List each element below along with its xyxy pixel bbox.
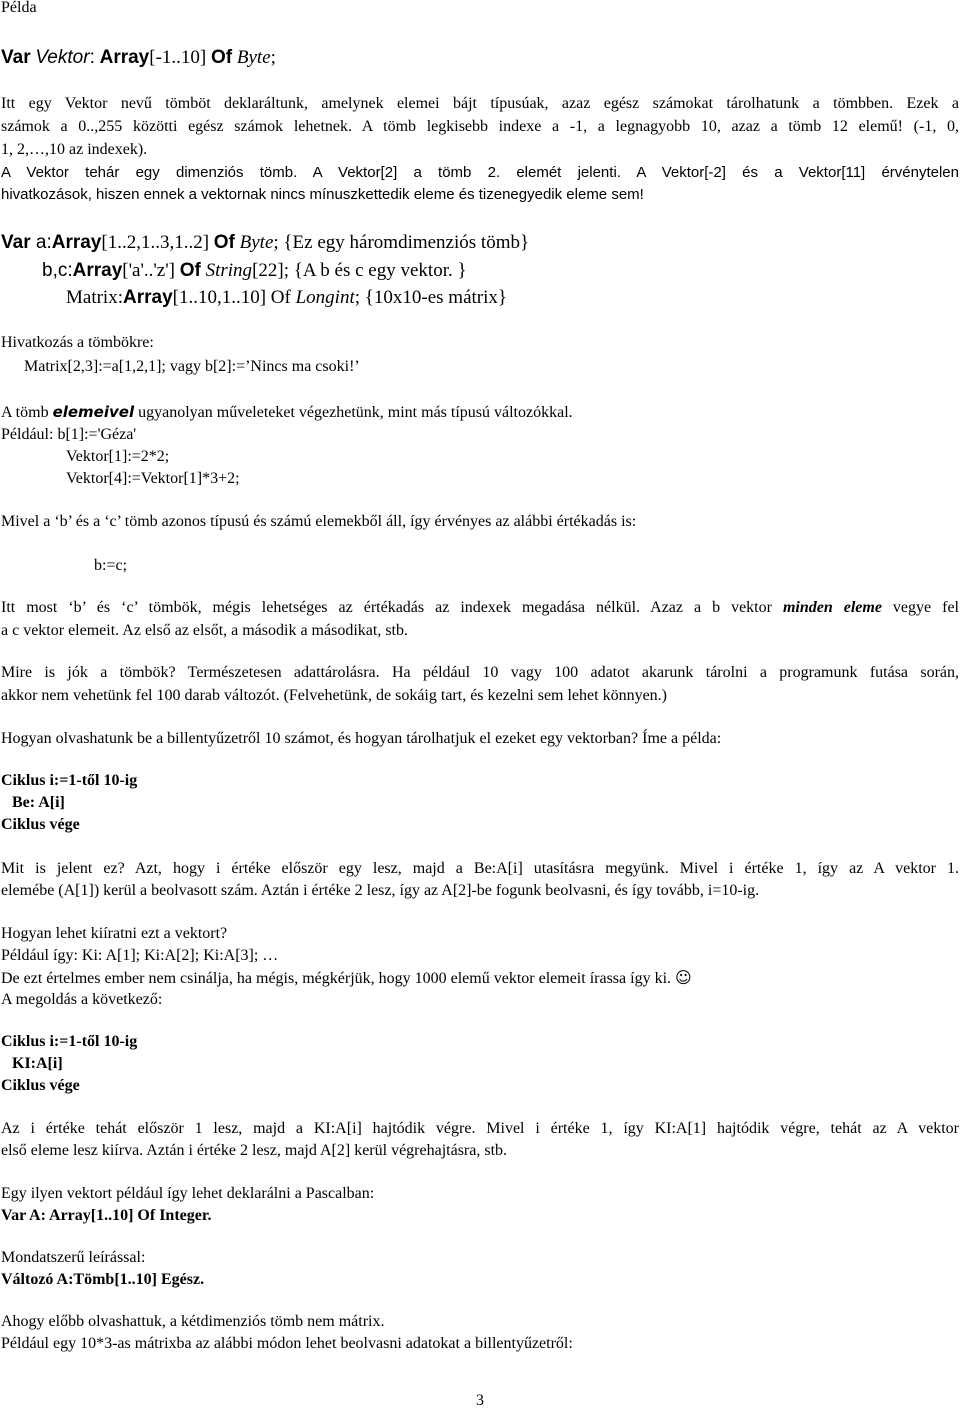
read-code-line-3: Ciklus vége	[1, 816, 80, 833]
para1-line-1: Itt egy Vektor nevű tömböt deklaráltunk, amelynek elemei bájt típusúak, azaz egész számokat tárolhatunk a tömbben. Ezek a	[1, 95, 959, 112]
print-code-line-3: Ciklus vége	[1, 1077, 80, 1094]
read-explain-line-2: elemébe (A[1]) kerül a beolvasott szám. Aztán i értéke 2 lesz, így az A[2]-be fogunk beolvasni, és így tovább, i=10-ig.	[1, 882, 760, 899]
print-explain-line-1: Az i értéke tehát először 1 lesz, majd a KI:A[i] hajtódik végre. Mivel i értéke 1, így KI:A[1] hajtódik végre, tehát az A vektor	[1, 1120, 959, 1137]
operations-example-1: Például: b[1]:='Géza'	[1, 426, 137, 443]
assign-line: Mivel a ‘b’ és a ‘c’ tömb azonos típusú és számú elemekből áll, így érvényes az alábbi értékadás is:	[1, 513, 637, 530]
read-code-line-1: Ciklus i:=1-től 10-ig	[1, 772, 138, 789]
assign-para-line-1: Itt most ‘b’ és ‘c’ tömbök, mégis lehetséges az értékadás az indexek megadása nélkül. Azaz a b vektor minden eleme vegye fel	[1, 599, 960, 616]
read-code-line-2: Be: A[i]	[12, 794, 65, 811]
decl2-line-1: Var a:Array[1..2,1..3,1..2] Of Byte; {Ez egy háromdimenziós tömb}	[1, 232, 530, 253]
smiley-icon: ☺	[675, 968, 692, 987]
matrix-intro: Például egy 10*3-as mátrixba az alábbi módon lehet beolvasni adatokat a billentyűzetről:	[1, 1335, 573, 1352]
read-explain-line-1: Mit is jelent ez? Azt, hogy i értéke először egy lesz, majd a Be:A[i] utasításra megyünk. Mivel i értéke 1, így az A vektor 1.	[1, 860, 959, 877]
para1-line-4: A Vektor tehár egy dimenziós tömb. A Vektor[2] a tömb 2. elemét jelenti. A Vektor[-2] és a Vektor[11] érvénytelen	[1, 164, 959, 181]
matrix-note: Ahogy előbb olvashattuk, a kétdimenziós tömb nem mátrix.	[1, 1313, 385, 1330]
decl2-line-2: b,c:Array['a'..'z'] Of String[22]; {A b és c egy vektor. }	[42, 260, 467, 281]
operations-example-3: Vektor[4]:=Vektor[1]*3+2;	[66, 470, 240, 487]
print-explain-line-2: első eleme lesz kiírva. Aztán i értéke 2 lesz, majd A[2] kerül végrehajtásra, stb.	[1, 1142, 508, 1159]
pascal-intro: Egy ilyen vektort például így lehet deklarálni a Pascalban:	[1, 1185, 375, 1202]
print-question: Hogyan lehet kiíratni ezt a vektort?	[1, 925, 228, 942]
reference-title: Hivatkozás a tömbökre:	[1, 334, 154, 351]
use-line-1: Mire is jók a tömbök? Természetesen adattárolásra. Ha például 10 vagy 100 adatot akarunk tárolni a programunk futása során,	[1, 664, 959, 681]
pseudocode-declaration: Változó A:Tömb[1..10] Egész.	[1, 1271, 205, 1288]
vector-declaration: Var Vektor: Array[-1..10] Of Byte;	[1, 47, 276, 68]
reference-example: Matrix[2,3]:=a[1,2,1]; vagy b[2]:=’Nincs ma csoki!’	[24, 358, 360, 375]
pseudocode-intro: Mondatszerű leírással:	[1, 1249, 146, 1266]
para1-line-3: 1, 2,…,10 az indexek).	[1, 141, 148, 158]
para1-line-5: hivatkozások, hiszen ennek a vektornak nincs mínuszkettedik eleme és tizenegyedik eleme sem!	[1, 186, 644, 203]
operations-example-2: Vektor[1]:=2*2;	[66, 448, 170, 465]
page-number: 3	[476, 1392, 484, 1409]
print-code-line-1: Ciklus i:=1-től 10-ig	[1, 1033, 138, 1050]
operations-line: A tömb elemeivel ugyanolyan műveleteket végezhetünk, mint más típusú változókkal.	[1, 403, 573, 421]
use-line-2: akkor nem vehetünk fel 100 darab változót. (Felvehetünk, de sokáig tart, és kezelni sem lehet könnyen.)	[1, 687, 668, 704]
print-line-2: De ezt értelmes ember nem csinálja, ha mégis, mégkérjük, hogy 1000 elemű vektor elemeit írassa így ki. ☺	[1, 968, 692, 987]
decl2-line-3: Matrix:Array[1..10,1..10] Of Longint; {10x10-es mátrix}	[66, 287, 508, 308]
para1-line-2: számok a 0..,255 közötti egész számok lehetnek. A tömb legkisebb indexe a -1, a legnagyobb 10, azaz a tömb 12 elemű! (-1, 0,	[1, 118, 959, 135]
pascal-declaration: Var A: Array[1..10] Of Integer.	[1, 1207, 212, 1224]
read-question: Hogyan olvashatunk be a billentyűzetről 10 számot, és hogyan tárolhatjuk el ezeket egy vektorban? Íme a példa:	[1, 730, 722, 747]
print-line-3: A megoldás a következő:	[1, 991, 163, 1008]
assign-para-line-2: a c vektor elemeit. Az első az elsőt, a második a másodikat, stb.	[1, 622, 408, 639]
assign-code: b:=c;	[94, 557, 128, 574]
print-code-line-2: KI:A[i]	[12, 1055, 63, 1072]
heading: Példa	[1, 0, 37, 16]
print-line-1: Például így: Ki: A[1]; Ki:A[2]; Ki:A[3]; …	[1, 947, 279, 964]
